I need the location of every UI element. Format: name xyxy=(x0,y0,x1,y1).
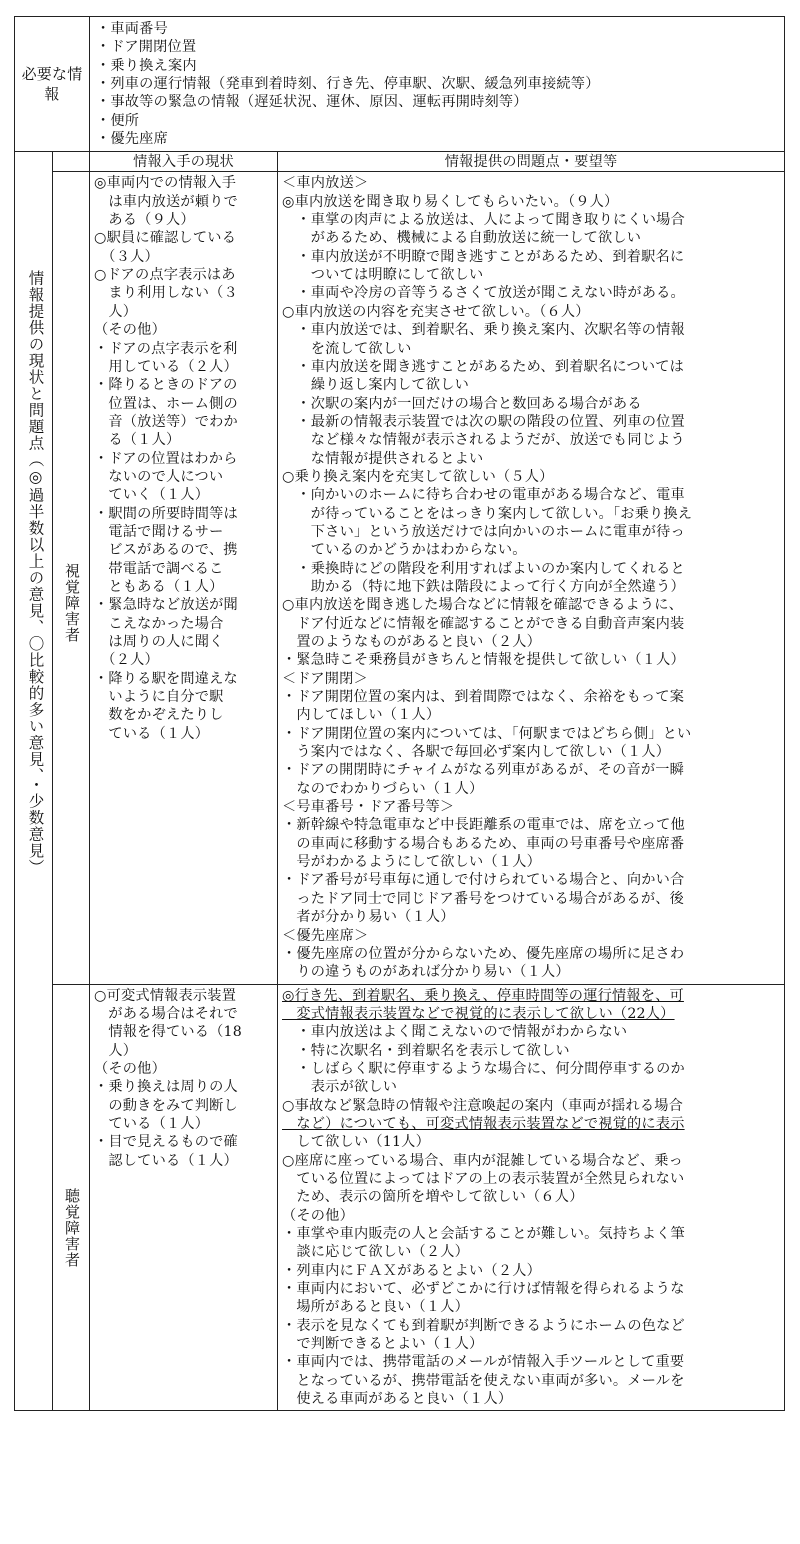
text-line: ＜号車番号・ドア番号等＞ xyxy=(282,799,455,816)
text-line: の車両に移動する場合もあるため、車両の号車番号や座席番 xyxy=(282,835,685,852)
text-line: 音（放送等）でわか xyxy=(94,413,238,430)
text-line: 人） xyxy=(94,1042,138,1059)
text-line: ・車両内において、必ずどこかに行けば情報を得られるような xyxy=(282,1281,685,1298)
text-line: こえなかった場合 xyxy=(94,615,224,632)
text-line: ている（１人） xyxy=(94,1115,210,1132)
text-line: 変式情報表示装置などで視覚的に表示して欲しい（22人） xyxy=(282,1005,675,1022)
text-line: ・新幹線や特急電車など中長距離系の電車では、席を立って他 xyxy=(282,817,685,834)
text-line: ている（１人） xyxy=(94,725,210,742)
text-line: の動きをみて判断し xyxy=(94,1097,238,1114)
document-page xyxy=(14,16,784,1411)
text-line: ともある（１人） xyxy=(94,578,224,595)
text-line: ○駅員に確認している xyxy=(94,230,237,247)
text-line: ◎車内放送を聞き取り易くしてもらいたい。（９人） xyxy=(282,193,619,210)
text-line: ・ドア開閉位置の案内については、「何駅まではどちら側」とい xyxy=(282,725,692,742)
text-line: ・表示を見なくても到着駅が判断できるようにホームの色など xyxy=(282,1317,685,1334)
text-line: ・特に次駅名・到着駅名を表示して欲しい xyxy=(282,1042,570,1059)
text-line: 場所があると良い（１人） xyxy=(282,1299,470,1316)
hearing-label-cell xyxy=(53,984,90,1411)
text-line: ていく（１人） xyxy=(94,487,210,504)
text-line: ったドア同士で同じドア番号をつけている場合があるが、後 xyxy=(282,890,685,907)
text-line: ある（９人） xyxy=(94,212,195,229)
text-line: ・車両内では、携帯電話のメールが情報入手ツールとして重要 xyxy=(282,1354,685,1371)
text-line: る（１人） xyxy=(94,432,181,449)
text-line: ているのかどうかはわからない。 xyxy=(282,542,527,559)
text-line: いように自分で駅 xyxy=(94,689,224,706)
needs-item: ・乗り換え案内 xyxy=(96,57,197,74)
text-line: ・ドア番号が号車毎に通しで付けられている場合と、向かい合 xyxy=(282,872,685,889)
text-line: （３人） xyxy=(94,248,159,265)
needs-item: ・優先座席 xyxy=(96,131,168,148)
text-line: 者が分かり易い（１人） xyxy=(282,909,455,926)
text-line: 帯電話で調べるこ xyxy=(94,560,224,577)
text-line: ・ドアの開閉時にチャイムがなる列車があるが、その音が一瞬 xyxy=(282,762,685,779)
text-line: ・車内放送を聞き逃すことがあるため、到着駅名については xyxy=(282,358,685,375)
needs-item: ・便所 xyxy=(96,112,140,129)
text-line: 人） xyxy=(94,303,138,320)
info-table xyxy=(14,16,785,1411)
hearing-current xyxy=(90,984,278,1411)
text-line: は周りの人に聞く xyxy=(94,634,224,650)
needs-item: ・ドア開閉位置 xyxy=(96,39,197,56)
text-line: う案内ではなく、各駅で毎回必ず案内して欲しい（１人） xyxy=(282,744,671,761)
text-line: ビスがあるので、携 xyxy=(94,542,238,559)
text-line: 位置は、ホーム側の xyxy=(94,395,238,412)
text-line: まり利用しない（３ xyxy=(94,285,238,302)
text-line: な情報が提供されるとよい xyxy=(282,450,484,467)
visual-label-cell xyxy=(53,172,90,984)
header-spacer xyxy=(53,152,90,172)
text-line: となっているが、携帯電話を使えない車両が多い。メールを xyxy=(282,1372,685,1389)
text-line: ＜ドア開閉＞ xyxy=(282,670,368,687)
header-issues: 情報提供の問題点・要望等 xyxy=(278,152,785,172)
text-line: は車内放送が頼りで xyxy=(94,193,238,210)
text-line: ・車内放送はよく聞こえないので情報がわからない xyxy=(282,1024,628,1041)
text-line: 使える車両があると良い（１人） xyxy=(282,1391,513,1408)
text-line: 下さい」という放送だけでは向かいのホームに電車が待っ xyxy=(282,523,685,540)
text-line: ＜優先座席＞ xyxy=(282,927,369,944)
needs-label: 必要な情報 xyxy=(15,17,90,152)
text-line: ・車両や冷房の音等うるさくて放送が聞こえない時がある。 xyxy=(282,285,685,302)
text-line: ○座席に座っている場合、車内が混雑している場合など、乗っ xyxy=(282,1152,684,1169)
text-line: なのでわかりづらい（１人） xyxy=(282,780,484,797)
text-line: ・駅間の所要時間等は xyxy=(94,505,238,522)
text-line: ・ドア開閉位置の案内は、到着間際ではなく、余裕をもって案 xyxy=(282,689,685,706)
text-line: ・優先座席の位置が分からないため、優先座席の場所に足さわ xyxy=(282,945,685,962)
text-line: ため、表示の箇所を増やして欲しい（６人） xyxy=(282,1189,584,1206)
text-line: ・車内放送が不明瞭で聞き逃すことがあるため、到着駅名に xyxy=(282,248,685,265)
text-line: 内してほしい（１人） xyxy=(282,707,441,724)
text-line: （その他） xyxy=(94,322,166,339)
text-line: など様々な情報が表示されるようだが、放送でも同じよう xyxy=(282,432,685,449)
needs-item: ・車両番号 xyxy=(96,21,168,37)
text-line: ・緊急時など放送が聞 xyxy=(94,597,238,614)
text-line: ・車掌や車内販売の人と会話することが難しい。気持ちよく筆 xyxy=(282,1226,685,1242)
text-line: 談に応じて欲しい（２人） xyxy=(282,1244,470,1261)
needs-list xyxy=(90,17,785,152)
visual-label: 視覚障害者 xyxy=(63,563,81,644)
text-line: ・車掌の肉声による放送は、人によって聞き取りにくい場合 xyxy=(282,212,685,229)
text-line: ◎行き先、到着駅名、乗り換え、停車時間等の運行情報を、可 xyxy=(282,987,684,1004)
text-line: ・最新の情報表示装置では次の駅の階段の位置、列車の位置 xyxy=(282,413,685,430)
text-line: 情報を得ている（18 xyxy=(94,1024,242,1041)
text-line: 数をかぞえたりし xyxy=(94,707,224,724)
text-line: 認している（１人） xyxy=(94,1152,238,1169)
text-line: ・ドアの点字表示を利 xyxy=(94,340,238,357)
text-line: ・列車内にＦＡＸがあるとよい（２人） xyxy=(282,1262,541,1279)
text-line: があるため、機械による自動放送に統一して欲しい xyxy=(282,230,642,247)
text-line: ・向かいのホームに待ち合わせの電車がある場合など、電車 xyxy=(282,487,685,504)
text-line: ・しばらく駅に停車するような場合に、何分間停車するのか xyxy=(282,1060,685,1077)
header-current: 情報入手の現状 xyxy=(90,152,278,172)
text-line: ・降りるときのドアの xyxy=(94,377,238,394)
text-line: 電話で聞けるサー xyxy=(94,523,224,540)
text-line: 用している（２人） xyxy=(94,358,238,375)
text-line: ○可変式情報表示装置 xyxy=(94,987,237,1004)
hearing-label: 聴覚障害者 xyxy=(63,1187,81,1268)
visual-issues xyxy=(278,172,785,984)
text-line: ドア付近などに情報を確認することができる自動音声案内装 xyxy=(282,615,685,632)
text-line: ・車内放送では、到着駅名、乗り換え案内、次駅名等の情報 xyxy=(282,322,685,339)
visual-row xyxy=(15,172,785,984)
text-line: 助かる（特に地下鉄は階段によって行く方向が全然違う） xyxy=(282,578,685,595)
needs-row xyxy=(15,17,785,152)
text-line: ○事故など緊急時の情報や注意喚起の案内（車両が揺れる場合 xyxy=(282,1097,684,1114)
text-line: 置のようなものがあると良い（２人） xyxy=(282,634,541,650)
text-line: 表示が欲しい xyxy=(282,1079,398,1096)
text-line: ・目で見えるもので確 xyxy=(94,1134,238,1151)
text-line: りの違うものがあれば分かり易い（１人） xyxy=(282,964,570,981)
text-line: ・降りる駅を間違えな xyxy=(94,670,238,687)
header-row xyxy=(15,152,785,172)
text-line: ○ドアの点字表示はあ xyxy=(94,267,236,284)
text-line: （その他） xyxy=(282,1207,354,1224)
hearing-issues xyxy=(278,984,785,1411)
text-line: して欲しい（11人） xyxy=(282,1134,430,1151)
text-line: ついては明瞭にして欲しい xyxy=(282,267,484,284)
text-line: ている位置によってはドアの上の表示装置が全然見られない xyxy=(282,1170,685,1187)
needs-item: ・事故等の緊急の情報（遅延状況、運休、原因、運転再開時刻等） xyxy=(96,94,528,111)
text-line: ○車内放送の内容を充実させて欲しい。（６人） xyxy=(282,303,590,320)
text-line: で判断できるとよい（１人） xyxy=(282,1336,484,1353)
text-line: ・ドアの位置はわから xyxy=(94,450,238,467)
text-line: ・次駅の案内が一回だけの場合と数回ある場合がある xyxy=(282,395,642,412)
needs-item: ・列車の運行情報（発車到着時刻、行き先、停車駅、次駅、緩急列車接続等） xyxy=(96,76,600,93)
text-line: ○車内放送を聞き逃した場合などに情報を確認できるように、 xyxy=(282,597,684,614)
text-line: ・乗り換えは周りの人 xyxy=(94,1079,238,1096)
visual-current xyxy=(90,172,278,984)
text-line: を流して欲しい xyxy=(282,340,412,357)
side-label: 情報提供の現状と問題点（◎過半数以上の意見、〇比較的多い意見、・少数意見） xyxy=(26,270,45,876)
text-line: （その他） xyxy=(94,1060,166,1077)
text-line: ◎車両内での情報入手 xyxy=(94,175,237,192)
text-line: ＜車内放送＞ xyxy=(282,175,369,192)
text-line: など）についても、可変式情報表示装置などで視覚的に表示 xyxy=(282,1115,685,1132)
text-line: が待っていることをはっきり案内して欲しい。「お乗り換え xyxy=(282,505,693,522)
text-line: 号がわかるようにして欲しい（１人） xyxy=(282,854,541,871)
text-line: 繰り返し案内して欲しい xyxy=(282,377,470,394)
hearing-row xyxy=(15,984,785,1411)
text-line: （２人） xyxy=(94,652,159,669)
side-label-cell xyxy=(15,152,53,1411)
text-line: ・緊急時こそ乗務員がきちんと情報を提供して欲しい（１人） xyxy=(282,652,685,669)
text-line: ないので人につい xyxy=(94,468,224,485)
text-line: がある場合はそれで xyxy=(94,1005,238,1022)
text-line: ○乗り換え案内を充実して欲しい（５人） xyxy=(282,468,554,485)
text-line: ・乗換時にどの階段を利用すればよいのか案内してくれると xyxy=(282,560,685,577)
